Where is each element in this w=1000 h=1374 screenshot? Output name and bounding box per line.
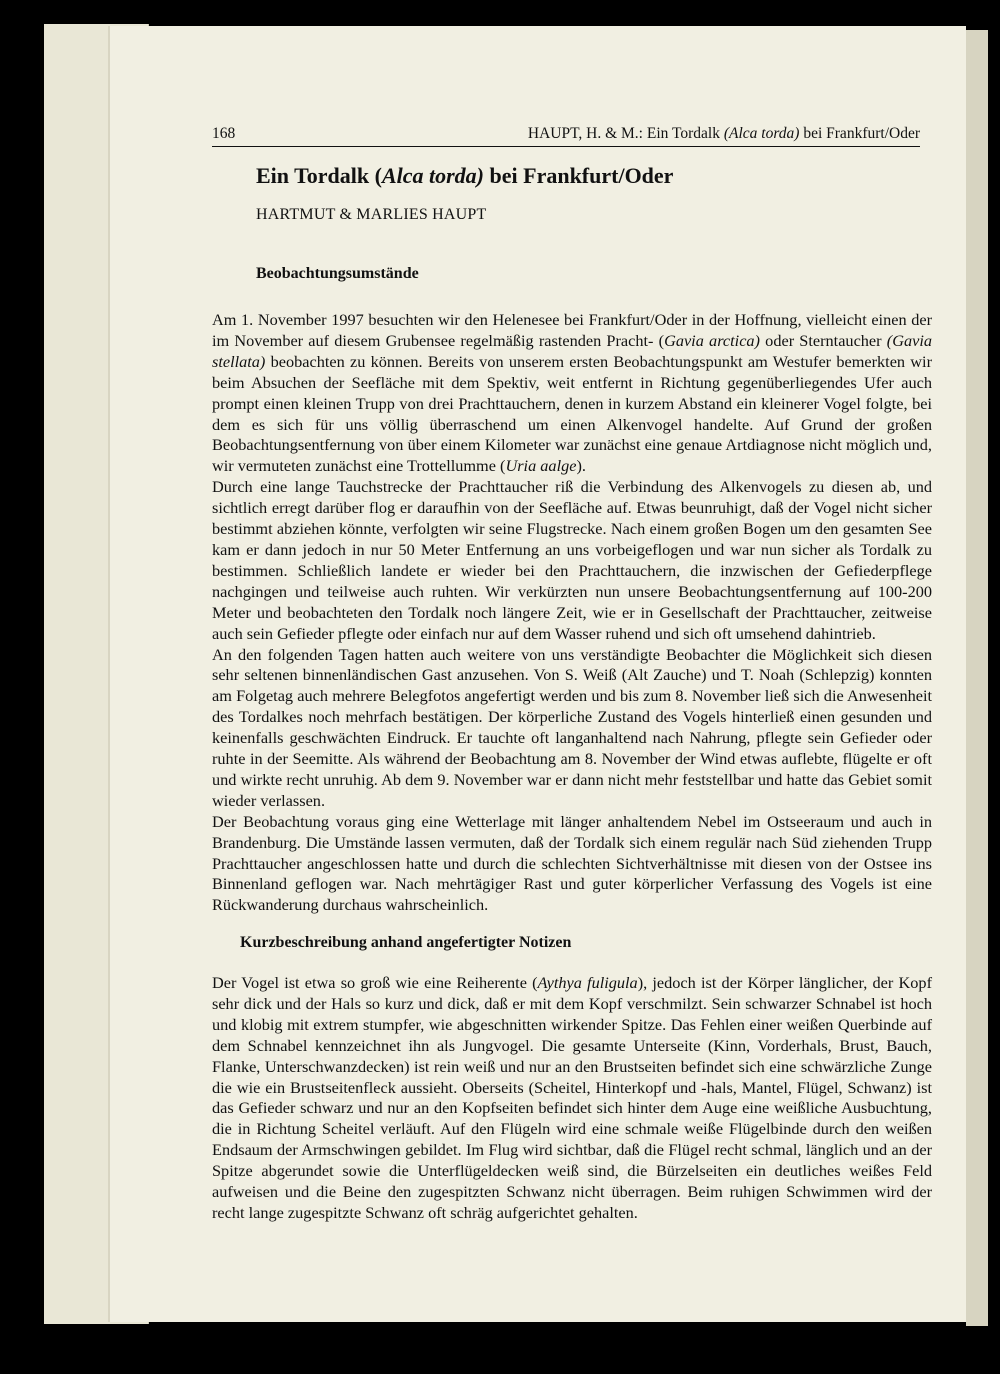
page-number: 168 xyxy=(212,125,236,142)
facing-page-edge xyxy=(966,30,988,1326)
paragraph: An den folgenden Tagen hatten auch weitere von uns verständigte Beobachter die Möglichkeit sich diesen sehr seltenen binnenländischen Gast anzusehen. Von S. Weiß (Alt Zauche) und T. Noah (Schlepzig) konnten am Folgetag auch mehrere Belegfotos angefertigt werden und bis zum 8. November ließ sich die Anwesenheit des Tordalkes noch mehrfach bestätigen. Der körperliche Zustand des Vogels hinterließ einen gesunden und keinenfalls geschwächten Eindruck. Er tauchte oft langanhaltend nach Nahrung, pflegte sein Gefieder oder ruhte in der Seemitte. Als während der Beobachtung am 8. November der Wind etwas auflebte, flügelte er oft und wirkte recht unruhig. Ab dem 9. November war er dann nicht mehr feststellbar und hatte das Gebiet somit wieder verlassen. xyxy=(212,644,932,810)
paragraph: Durch eine lange Tauchstrecke der Prachttaucher riß die Verbindung des Alkenvogels zu diesen ab, und sichtlich erregt darüber flog er daraufhin von der Seefläche auf. Etwas beunruhigt, daß der Vogel nicht sicher bestimmt abziehen könnte, verfolgten wir seine Flugstrecke. Nach einem großen Bogen um den gesamten See kam er dann jedoch in nur 50 Meter Entfernung an uns vorbeigeflogen und war nun sicher als Tordalk zu bestimmen. Schließlich landete er wieder bei den Prachttauchern, die inzwischen der Gefiederpflege nachgingen und teilweise auch ruhten. Wir verkürzten nun unsere Beobachtungsentfernung auf 100-200 Meter und beobachteten den Tordalk noch längere Zeit, wie er in Gesellschaft der Prachttaucher, zeitweise auch sein Gefieder pflegte oder einfach nur auf dem Wasser ruhend und sich oft umsehend dahintrieb. xyxy=(212,477,932,643)
paragraph: Der Beobachtung voraus ging eine Wetterlage mit länger anhaltendem Nebel im Ostseeraum und auch in Brandenburg. Die Umstände lassen vermuten, daß der Tordalk sich einem regulär nach Süd ziehenden Trupp Prachttaucher angeschlossen hatte und durch die schlechten Sichtverhältnisse mit diesen von der Ostsee ins Binnenland geflogen war. Nach mehrtägiger Rast und guter körperlicher Verfassung des Vogels ist eine Rückwanderung durchaus wahrscheinlich. xyxy=(212,811,932,915)
running-title: HAUPT, H. & M.: Ein Tordalk (Alca torda) bei Frankfurt/Oder xyxy=(527,125,920,142)
paragraph: Am 1. November 1997 besuchten wir den Helenesee bei Frankfurt/Oder in der Hoffnung, vielleicht einen der im November auf diesem Grubensee regelmäßig rastenden Pracht- (Gavia arctica) oder Sterntaucher (Gavia stellata) beobachten zu können. Bereits von unserem ersten Beobachtungspunkt am Westufer bemerkten wir beim Absuchen der Seefläche mit dem Spektiv, weit entfernt in Richtung gegenüberliegendes Ufer auch prompt einen kleinen Trupp von drei Prachttauchern, denen in kurzem Abstand ein kleinerer Vogel folgte, bei dem es sich für uns völlig überraschend um einen Alkenvogel handelte. Auf Grund der großen Beobachtungsentfernung von über einem Kilometer war zunächst eine genaue Artdiagnose nicht möglich und, wir vermuteten zunächst eine Trottellumme (Uria aalge). xyxy=(212,310,932,476)
section-heading-description: Kurzbeschreibung anhand angefertigter Notizen xyxy=(240,934,572,951)
section-body-observation xyxy=(212,310,932,916)
running-header xyxy=(212,124,920,147)
article-authors: HARTMUT & MARLIES HAUPT xyxy=(256,206,487,223)
paragraph: Der Vogel ist etwa so groß wie eine Reiherente (Aythya fuligula), jedoch ist der Körper länglicher, der Kopf sehr dick und der Hals so kurz und dick, daß er mit dem Kopf verschmilzt. Sein schwarzer Schnabel ist hoch und klobig mit extrem stumpfer, wie abgeschnitten wirkender Spitze. Das Fehlen einer weißen Querbinde auf dem Schnabel kennzeichnet ihn als Jungvogel. Die gesamte Unterseite (Kinn, Vorderhals, Brust, Bauch, Flanke, Unterschwanzdecken) ist rein weiß und nur an den Brustseiten befindet sich eine schwärzliche Zunge die wie ein Brustseitenfleck aussieht. Oberseits (Scheitel, Hinterkopf und -hals, Mantel, Flügel, Schwanz) ist das Gefieder schwarz und nur an den Kopfseiten befindet sich hinter dem Auge eine weißliche Ausbuchtung, die in Richtung Scheitel verläuft. Auf den Flügeln wird eine schmale weiße Flügelbinde durch den weißen Endsaum der Armschwingen gebildet. Im Flug wird sichtbar, daß die Flügel recht schmal, länglich und an der Spitze abgerundet sowie die Unterflügeldecken weiß sind, die Bürzelseiten ein deutliches weißes Feld aufweisen und die Beine den zugespitzten Schwanz nicht überragen. Beim ruhigen Schwimmen wird der recht lange zugespitzte Schwanz oft schräg aufgerichtet gehalten. xyxy=(212,973,932,1222)
section-body-description xyxy=(212,973,932,1224)
article-title: Ein Tordalk (Alca torda) bei Frankfurt/Oder xyxy=(256,163,674,188)
section-heading-observation: Beobachtungsumstände xyxy=(256,265,419,282)
